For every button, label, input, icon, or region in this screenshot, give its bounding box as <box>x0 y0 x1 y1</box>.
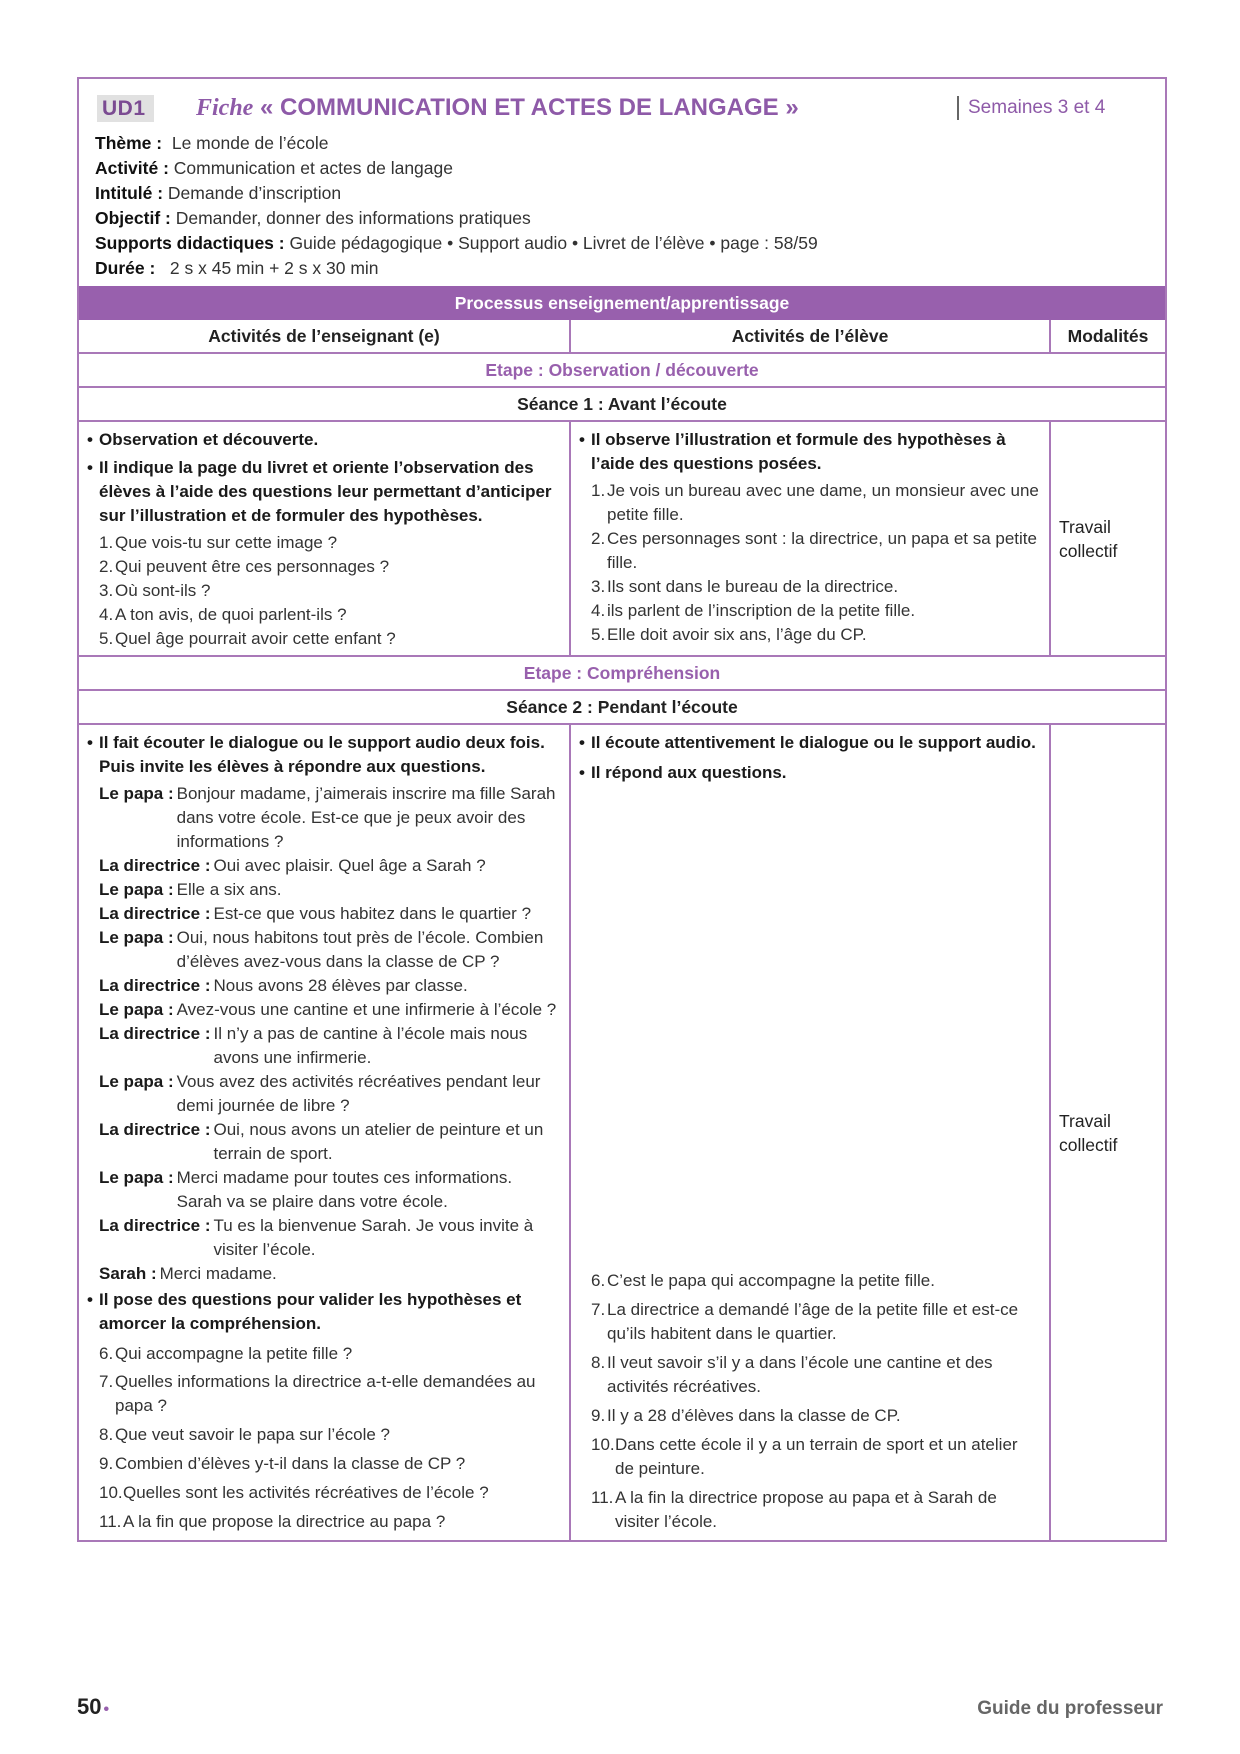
list-item <box>99 627 561 651</box>
seance-2-heading: Séance 2 : Pendant l’écoute <box>79 689 1165 723</box>
item-number: 2. <box>99 557 114 576</box>
speaker: Le papa : <box>99 1000 174 1019</box>
list-item <box>99 1370 561 1418</box>
line-text: Merci madame. <box>159 1264 277 1283</box>
line-text: Vous avez des activités récréatives pendant leur demi journée de libre ? <box>176 1072 541 1115</box>
list-item <box>591 479 1041 527</box>
list-item <box>591 527 1041 575</box>
item-text: Combien d’élèves y-t-il dans la classe de CP ? <box>115 1454 466 1473</box>
dialogue-line <box>99 902 561 926</box>
list-item <box>591 1486 1041 1534</box>
list-item <box>591 1269 1041 1293</box>
list-item <box>99 555 561 579</box>
fiche-label: Fiche <box>196 95 254 121</box>
info-label: Intitulé : <box>95 183 164 203</box>
info-row-objectif <box>95 206 1165 231</box>
list-item <box>99 531 561 555</box>
col-header-modalites: Modalités <box>1067 326 1149 346</box>
seance-1-heading: Séance 1 : Avant l’écoute <box>79 386 1165 420</box>
list-item <box>99 1339 561 1368</box>
item-number: 10. <box>591 1435 615 1454</box>
item-text: Que veut savoir le papa sur l’école ? <box>115 1425 390 1444</box>
item-text: A ton avis, de quoi parlent-ils ? <box>115 605 347 624</box>
footer-title: Guide du professeur <box>977 1698 1163 1719</box>
bullet: • Il indique la page du livret et oriente l’observation des élèves à l’aide des questions leur permettant d’anticiper sur l’illustration et de formuler des hypothèses. <box>87 456 561 528</box>
list-item <box>99 1420 561 1449</box>
dialogue <box>87 782 561 1286</box>
speaker: Le papa : <box>99 1072 174 1091</box>
item-text: La directrice a demandé l’âge de la petite fille et est-ce qu’ils habitent dans le quartier. <box>607 1300 1019 1343</box>
table-header-row <box>79 320 1165 352</box>
col-header-student: Activités de l’élève <box>571 320 1051 352</box>
item-number: 6. <box>591 1271 606 1290</box>
line-text: Oui, nous avons un atelier de peinture et un terrain de sport. <box>213 1120 544 1163</box>
bullet: • Il fait écouter le dialogue ou le support audio deux fois. Puis invite les élèves à répondre aux questions. <box>87 731 561 779</box>
dialogue-line <box>99 878 561 902</box>
bullet: • Il répond aux questions. <box>579 761 1041 785</box>
item-number: 3. <box>99 581 114 600</box>
unit-badge: UD1 <box>97 95 154 122</box>
info-value: Guide pédagogique • Support audio • Livret de l’élève • page : 58/59 <box>289 233 818 253</box>
item-number: 8. <box>591 1353 606 1372</box>
item-text: Où sont-ils ? <box>115 581 211 600</box>
list-item <box>99 1449 561 1478</box>
speaker: Le papa : <box>99 928 174 947</box>
item-number: 9. <box>591 1406 606 1425</box>
item-number: 6. <box>99 1344 114 1363</box>
dialogue-line <box>99 854 561 878</box>
process-band: Processus enseignement/apprentissage <box>79 286 1165 320</box>
seance-1-row <box>79 420 1165 655</box>
speaker: La directrice : <box>99 1216 211 1235</box>
item-number: 10. <box>99 1483 123 1502</box>
info-value: Communication et actes de langage <box>173 158 453 178</box>
answer-list <box>579 1269 1041 1536</box>
item-number: 8. <box>99 1425 114 1444</box>
seance-2-student-cell <box>571 725 1051 1540</box>
line-text: Tu es la bienvenue Sarah. Je vous invite à visiter l’école. <box>213 1216 534 1259</box>
info-block <box>79 131 1165 286</box>
line-text: Oui avec plaisir. Quel âge a Sarah ? <box>213 856 486 875</box>
dialogue-line <box>99 998 561 1022</box>
speaker: Le papa : <box>99 784 174 803</box>
question-list <box>87 1339 561 1536</box>
dialogue-line <box>99 782 561 854</box>
speaker: La directrice : <box>99 976 211 995</box>
item-number: 1. <box>99 533 114 552</box>
line-text: Merci madame pour toutes ces informations. Sarah va se plaire dans votre école. <box>176 1168 513 1211</box>
page-number-text: 50 <box>77 1694 102 1719</box>
item-number: 7. <box>591 1300 606 1319</box>
seance-1-modalite-cell <box>1051 422 1165 655</box>
item-text: A la fin que propose la directrice au papa ? <box>123 1512 446 1531</box>
list-item <box>591 1351 1041 1399</box>
modalite-text: Travail collectif <box>1059 1110 1118 1155</box>
seance-2-modalite-cell <box>1051 725 1165 1540</box>
item-text: Qui peuvent être ces personnages ? <box>115 557 390 576</box>
page-number <box>77 1694 109 1720</box>
item-text: Dans cette école il y a un terrain de sport et un atelier de peinture. <box>615 1435 1018 1478</box>
speaker: La directrice : <box>99 1024 211 1043</box>
speaker: Le papa : <box>99 1168 174 1187</box>
speaker: La directrice : <box>99 856 211 875</box>
weeks-label: Semaines 3 et 4 <box>957 96 1105 120</box>
info-value: Le monde de l’école <box>171 133 329 153</box>
modalite-text: Travail collectif <box>1059 516 1118 561</box>
list-item <box>99 1507 561 1536</box>
sheet-header <box>79 79 1165 131</box>
item-text: Quelles sont les activités récréatives de l’école ? <box>123 1483 489 1502</box>
title-text: « COMMUNICATION ET ACTES DE LANGAGE » <box>260 94 799 121</box>
item-text: C’est le papa qui accompagne la petite fille. <box>607 1271 935 1290</box>
info-label: Objectif : <box>95 208 171 228</box>
info-row-supports <box>95 231 1165 256</box>
item-text: A la fin la directrice propose au papa et à Sarah de visiter l’école. <box>615 1488 997 1531</box>
info-row-duree <box>95 256 1165 281</box>
item-number: 9. <box>99 1454 114 1473</box>
bullet: • Observation et découverte. <box>87 428 561 452</box>
info-label: Thème : <box>95 133 163 153</box>
bullet: • Il écoute attentivement le dialogue ou le support audio. <box>579 731 1041 755</box>
item-number: 7. <box>99 1372 114 1391</box>
item-text: Quel âge pourrait avoir cette enfant ? <box>115 629 396 648</box>
item-text: Qui accompagne la petite fille ? <box>115 1344 353 1363</box>
info-label: Activité : <box>95 158 169 178</box>
col-header-teacher: Activités de l’enseignant (e) <box>79 320 571 352</box>
item-text: Il veut savoir s’il y a dans l’école une cantine et des activités récréatives. <box>607 1353 993 1396</box>
list-item <box>591 1433 1041 1481</box>
seance-1-student-cell <box>571 422 1051 655</box>
item-number: 4. <box>591 601 606 620</box>
list-item <box>591 623 1041 647</box>
info-label: Supports didactiques : <box>95 233 285 253</box>
item-text: Ils sont dans le bureau de la directrice. <box>607 577 899 596</box>
dialogue-line <box>99 974 561 998</box>
info-value: Demande d’inscription <box>167 183 342 203</box>
line-text: Est-ce que vous habitez dans le quartier ? <box>213 904 532 923</box>
dialogue-line <box>99 1262 561 1286</box>
item-number: 3. <box>591 577 606 596</box>
item-number: 5. <box>591 625 606 644</box>
item-text: Ces personnages sont : la directrice, un papa et sa petite fille. <box>607 529 1037 572</box>
list-item <box>591 575 1041 599</box>
line-text: Avez-vous une cantine et une infirmerie à l’école ? <box>176 1000 557 1019</box>
item-text: Que vois-tu sur cette image ? <box>115 533 338 552</box>
dialogue-line <box>99 1166 561 1214</box>
sheet-title <box>196 94 799 122</box>
question-list <box>87 531 561 651</box>
speaker: Sarah : <box>99 1264 157 1283</box>
line-text: Nous avons 28 élèves par classe. <box>213 976 468 995</box>
dialogue-line <box>99 926 561 974</box>
etape-observation: Etape : Observation / découverte <box>79 352 1165 386</box>
line-text: Il n’y a pas de cantine à l’école mais nous avons une infirmerie. <box>213 1024 528 1067</box>
item-text: Il y a 28 d’élèves dans la classe de CP. <box>607 1406 901 1425</box>
item-number: 1. <box>591 481 606 500</box>
item-number: 11. <box>99 1512 122 1531</box>
speaker: La directrice : <box>99 904 211 923</box>
dialogue-line <box>99 1022 561 1070</box>
seance-2-teacher-cell <box>79 725 571 1540</box>
list-item <box>99 603 561 627</box>
info-label: Durée : <box>95 258 156 278</box>
answer-list <box>579 479 1041 647</box>
line-text: Elle a six ans. <box>176 880 282 899</box>
info-row-intitule <box>95 181 1165 206</box>
seance-2-row <box>79 723 1165 1540</box>
list-item <box>99 1478 561 1507</box>
etape-comprehension: Etape : Compréhension <box>79 655 1165 689</box>
item-number: 11. <box>591 1488 614 1507</box>
line-text: Bonjour madame, j’aimerais inscrire ma fille Sarah dans votre école. Est-ce que je peux avoir des informations ? <box>176 784 556 851</box>
bullet: • Il observe l’illustration et formule des hypothèses à l’aide des questions posées. <box>579 428 1041 476</box>
item-number: 2. <box>591 529 606 548</box>
item-number: 4. <box>99 605 114 624</box>
page-dot: • <box>103 1701 110 1718</box>
item-number: 5. <box>99 629 114 648</box>
list-item <box>591 1404 1041 1428</box>
bullet: • Il pose des questions pour valider les hypothèses et amorcer la compréhension. <box>87 1288 561 1336</box>
list-item <box>99 579 561 603</box>
info-row-activite <box>95 156 1165 181</box>
dialogue-line <box>99 1214 561 1262</box>
item-text: Elle doit avoir six ans, l’âge du CP. <box>607 625 867 644</box>
item-text: ils parlent de l’inscription de la petite fille. <box>607 601 916 620</box>
list-item <box>591 599 1041 623</box>
item-text: Quelles informations la directrice a-t-elle demandées au papa ? <box>115 1372 536 1415</box>
info-value: 2 s x 45 min + 2 s x 30 min <box>169 258 379 278</box>
speaker: La directrice : <box>99 1120 211 1139</box>
line-text: Oui, nous habitons tout près de l’école. Combien d’élèves avez-vous dans la classe de CP ? <box>176 928 544 971</box>
speaker: Le papa : <box>99 880 174 899</box>
info-row-theme <box>95 131 1165 156</box>
lesson-sheet <box>77 77 1167 1542</box>
dialogue-line <box>99 1070 561 1118</box>
item-text: Je vois un bureau avec une dame, un monsieur avec une petite fille. <box>607 481 1039 524</box>
info-value: Demander, donner des informations pratiques <box>175 208 531 228</box>
dialogue-line <box>99 1118 561 1166</box>
list-item <box>591 1298 1041 1346</box>
seance-1-teacher-cell <box>79 422 571 655</box>
